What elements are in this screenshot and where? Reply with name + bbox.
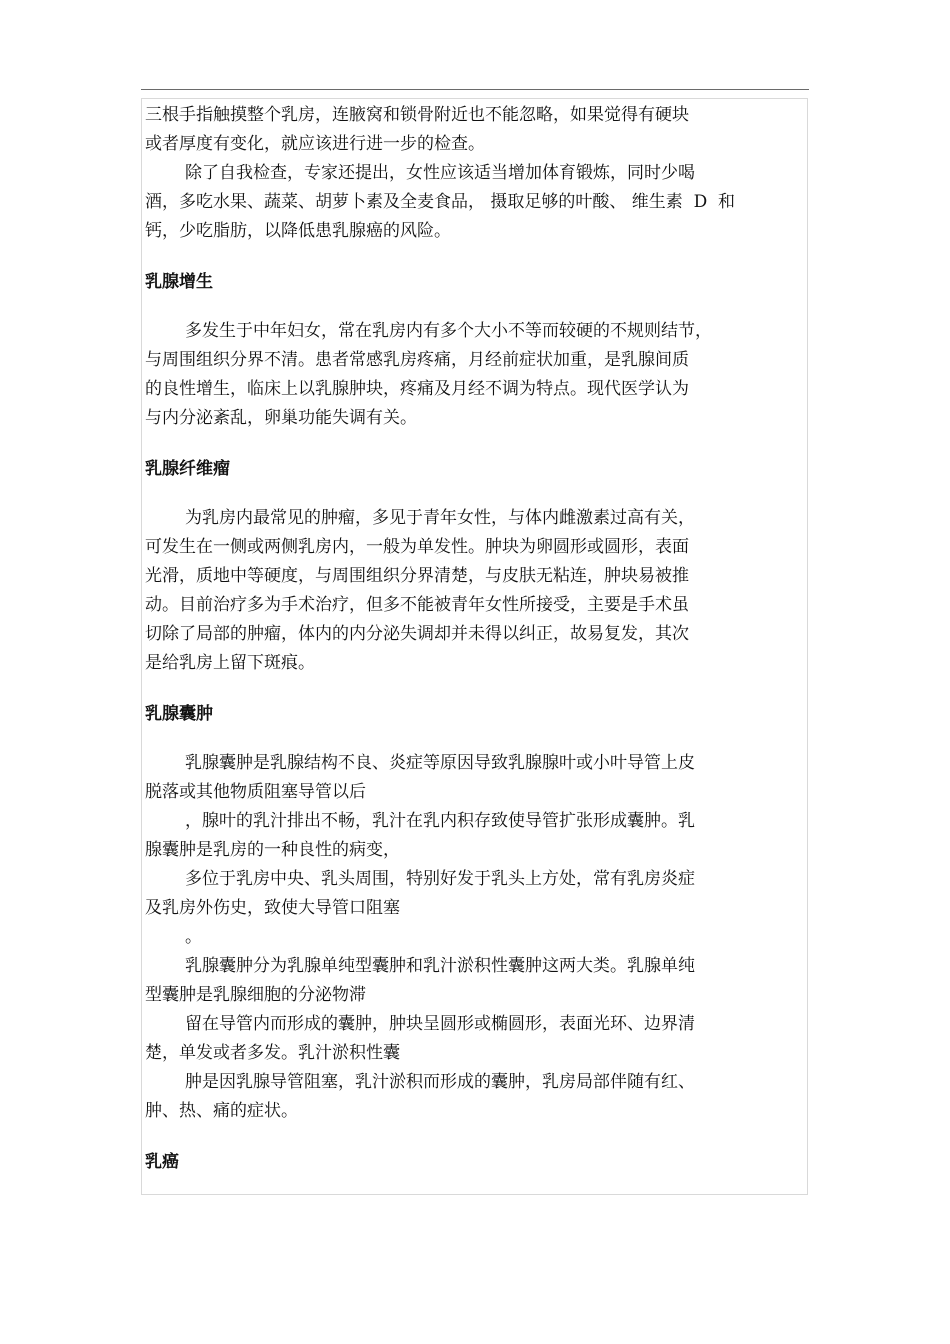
fibroadenoma-line-6: 是给乳房上留下斑痕。	[145, 653, 315, 673]
fibroadenoma-line-5: 切除了局部的肿瘤，体内的内分泌失调却并未得以纠正，故易复发，其次	[145, 624, 689, 644]
cyst-line-2: 脱落或其他物质阻塞导管以后	[145, 782, 366, 802]
cyst-section	[145, 749, 807, 1126]
intro-line-4: 酒，多吃水果、蔬菜、胡萝卜素及全麦食品， 摄取足够的叶酸、 维生素 D 和	[145, 192, 736, 212]
fibroadenoma-section	[145, 504, 807, 678]
fibroadenoma-line-4: 动。目前治疗多为手术治疗，但多不能被青年女性所接受，主要是手术虽	[145, 595, 689, 615]
cyst-line-5: 多位于乳房中央、乳头周围，特别好发于乳头上方处，常有乳房炎症	[185, 869, 695, 889]
top-rule	[141, 89, 809, 90]
cyst-line-7: 。	[185, 927, 202, 947]
cyst-line-10: 留在导管内而形成的囊肿，肿块呈圆形或椭圆形，表面光环、边界清	[185, 1014, 695, 1034]
hyperplasia-line-4: 与内分泌紊乱，卵巢功能失调有关。	[145, 408, 417, 428]
cyst-line-4: 腺囊肿是乳房的一种良性的病变，	[145, 840, 400, 860]
cyst-line-13: 肿、热、痛的症状。	[145, 1101, 298, 1121]
intro-line-5: 钙，少吃脂肪，以降低患乳腺癌的风险。	[145, 221, 451, 241]
cyst-line-12: 肿是因乳腺导管阻塞，乳汁淤积而形成的囊肿，乳房局部伴随有红、	[185, 1072, 695, 1092]
heading-fibroadenoma: 乳腺纤维瘤	[145, 459, 230, 479]
cyst-line-9: 型囊肿是乳腺细胞的分泌物滞	[145, 985, 366, 1005]
hyperplasia-line-3: 的良性增生，临床上以乳腺肿块，疼痛及月经不调为特点。现代医学认为	[145, 379, 689, 399]
intro-line-1: 三根手指触摸整个乳房，连腋窝和锁骨附近也不能忽略，如果觉得有硬块	[145, 105, 689, 125]
hyperplasia-section	[145, 317, 807, 433]
document-body	[145, 101, 807, 1177]
intro-line-2: 或者厚度有变化，就应该进行进一步的检查。	[145, 134, 485, 154]
intro-section	[145, 101, 807, 246]
hyperplasia-line-2: 与周围组织分界不清。患者常感乳房疼痛，月经前症状加重，是乳腺间质	[145, 350, 689, 370]
fibroadenoma-line-3: 光滑，质地中等硬度，与周围组织分界清楚，与皮肤无粘连，肿块易被推	[145, 566, 689, 586]
cyst-line-3: ，腺叶的乳汁排出不畅，乳汁在乳内积存致使导管扩张形成囊肿。乳	[185, 811, 695, 831]
heading-hyperplasia: 乳腺增生	[145, 272, 213, 292]
cyst-line-6: 及乳房外伤史，致使大导管口阻塞	[145, 898, 400, 918]
heading-cyst: 乳腺囊肿	[145, 704, 213, 724]
fibroadenoma-line-1: 为乳房内最常见的肿瘤，多见于青年女性，与体内雌激素过高有关，	[185, 508, 695, 528]
fibroadenoma-line-2: 可发生在一侧或两侧乳房内，一般为单发性。肿块为卵圆形或圆形，表面	[145, 537, 689, 557]
hyperplasia-line-1: 多发生于中年妇女，常在乳房内有多个大小不等而较硬的不规则结节，	[185, 321, 712, 341]
cyst-line-1: 乳腺囊肿是乳腺结构不良、炎症等原因导致乳腺腺叶或小叶导管上皮	[185, 753, 695, 773]
cyst-line-8: 乳腺囊肿分为乳腺单纯型囊肿和乳汁淤积性囊肿这两大类。乳腺单纯	[185, 956, 695, 976]
intro-line-3: 除了自我检查，专家还提出，女性应该适当增加体育锻炼，同时少喝	[185, 163, 695, 183]
cyst-line-11: 楚，单发或者多发。乳汁淤积性囊	[145, 1043, 400, 1063]
heading-cancer: 乳癌	[145, 1152, 179, 1172]
